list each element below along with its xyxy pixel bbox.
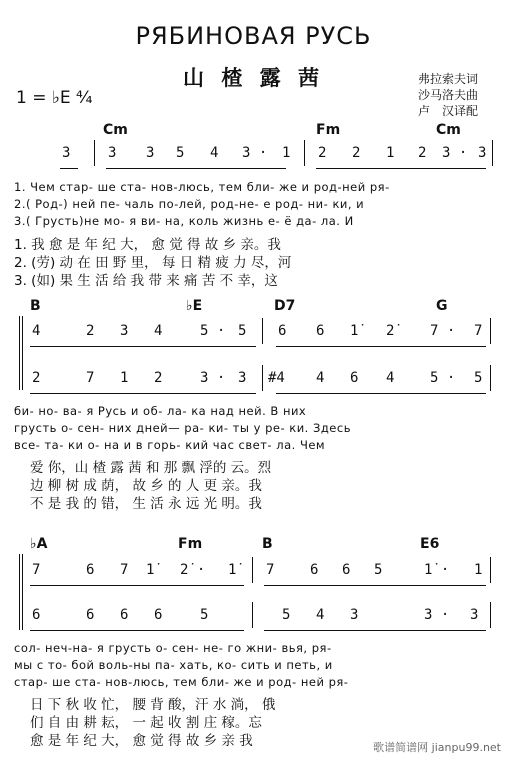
lyric-cn-line: 不 是 我 的 错， 生 活 永 远 光 明。我 xyxy=(30,496,262,512)
underline-beam xyxy=(276,393,486,394)
note: 1 xyxy=(386,145,395,161)
chord: G xyxy=(436,298,448,314)
note: 4 xyxy=(316,607,325,623)
lyric-cn-line: 1. 我 愈 是 年 纪 大， 愈 觉 得 故 乡 亲。我 xyxy=(14,237,281,253)
system-brace xyxy=(19,316,20,390)
note: 7 xyxy=(474,323,483,339)
chord: Fm xyxy=(178,536,203,552)
note: 6 xyxy=(120,607,129,623)
barline xyxy=(262,365,263,391)
barline xyxy=(94,140,95,166)
note: 4 xyxy=(32,323,41,339)
note: 5 · xyxy=(430,370,456,386)
note: 1̇ · xyxy=(424,562,450,578)
note: 6 xyxy=(350,370,359,386)
lyric-ru-line: 2.( Род-) ней пе- чаль по-лей, род-не- е род- ни- ки, и xyxy=(14,197,365,211)
underline-beam xyxy=(276,346,486,347)
credit-translator: 卢 汉译配 xyxy=(418,104,479,118)
barline xyxy=(252,602,253,628)
lyric-cn-line: 边 柳 树 成 荫， 故 乡 的 人 更 亲。我 xyxy=(30,478,262,494)
note: 2̇ · xyxy=(180,562,206,578)
system-brace xyxy=(22,316,23,390)
note: 6 xyxy=(342,562,351,578)
note: 2 xyxy=(32,370,41,386)
note: 5 · xyxy=(200,323,226,339)
note: 3 xyxy=(350,607,359,623)
barline xyxy=(490,365,491,391)
lyric-cn-line: 日 下 秋 收 忙， 腰 背 酸，汗 水 淌， 俄 xyxy=(30,697,276,713)
note: 6 xyxy=(310,562,319,578)
note: 1̇ xyxy=(350,323,359,339)
lyric-cn-line: 们 自 由 耕 耘， 一 起 收 割 庄 稼。忘 xyxy=(30,715,262,731)
watermark: 歌谱简谱网 jianpu99.net xyxy=(373,741,501,754)
note: 3 xyxy=(62,145,71,161)
note: 3 · xyxy=(242,145,268,161)
lyric-ru-line: би- но- ва- я Русь и об- ла- ка над ней. В них xyxy=(14,404,307,418)
chord: Fm xyxy=(316,122,341,138)
underline-beam xyxy=(264,630,486,631)
note: 3 xyxy=(146,145,155,161)
note: 5 xyxy=(200,607,209,623)
underline-beam xyxy=(30,630,244,631)
underline-beam xyxy=(60,168,78,169)
lyric-ru-line: мы с то- бой воль-ны па- хать, ко- сить и петь, и xyxy=(14,658,333,672)
note: 1̇ xyxy=(146,562,155,578)
note: 3 · xyxy=(424,607,450,623)
note: 6 xyxy=(154,607,163,623)
note: 7 xyxy=(120,562,129,578)
note: 6 xyxy=(278,323,287,339)
chord: ♭A xyxy=(30,536,48,552)
credit-composer: 沙马洛夫曲 xyxy=(418,88,479,102)
chord: E6 xyxy=(420,536,440,552)
note: 3 xyxy=(120,323,129,339)
note: 1 xyxy=(282,145,291,161)
note: 3 xyxy=(470,607,479,623)
note: #4 xyxy=(268,370,285,386)
chord: D7 xyxy=(274,298,296,314)
underline-beam xyxy=(264,585,486,586)
note: 1 xyxy=(474,562,483,578)
barline xyxy=(490,557,491,583)
chord: B xyxy=(30,298,41,314)
lyric-cn-line: 愈 是 年 纪 大， 愈 觉 得 故 乡 亲 我 xyxy=(30,733,253,749)
note: 2̇ xyxy=(386,323,395,339)
note: 1̇ xyxy=(228,562,237,578)
chord: Cm xyxy=(436,122,461,138)
lyric-ru-line: стар- ше ста- нов-люсь, тем бли- же и род- ней ря- xyxy=(14,675,349,689)
note: 4 xyxy=(316,370,325,386)
note: 5 xyxy=(474,370,483,386)
system-brace xyxy=(19,554,20,630)
barline xyxy=(490,318,491,344)
lyric-ru-line: грусть о- сен- них дней— ра- ки- ты у ре- ки. Здесь xyxy=(14,421,351,435)
note: 2 xyxy=(318,145,327,161)
note: 3 xyxy=(238,370,247,386)
chord: Cm xyxy=(103,122,128,138)
note: 2 xyxy=(154,370,163,386)
note: 5 xyxy=(238,323,247,339)
title-chinese: 山 楂 露 茜 xyxy=(183,66,324,90)
barline xyxy=(304,140,305,166)
note: 7 xyxy=(86,370,95,386)
barline xyxy=(490,602,491,628)
title-russian: РЯБИНОВАЯ РУСЬ xyxy=(135,22,372,50)
underline-beam xyxy=(316,168,486,169)
key-signature: 1 = ♭E ⁴⁄₄ xyxy=(16,88,93,108)
note: 3 · xyxy=(442,145,468,161)
lyric-cn-line: 爱 你，山 楂 露 茜 和 那 飘 浮的 云。烈 xyxy=(30,460,272,476)
barline xyxy=(262,318,263,344)
note: 1 xyxy=(120,370,129,386)
barline xyxy=(492,140,493,166)
note: 6 xyxy=(86,562,95,578)
note: 6 xyxy=(316,323,325,339)
note: 2 xyxy=(418,145,427,161)
note: 3 xyxy=(108,145,117,161)
note: 2 xyxy=(352,145,361,161)
note: 7 xyxy=(266,562,275,578)
note: 5 xyxy=(282,607,291,623)
note: 5 xyxy=(374,562,383,578)
lyric-cn-line: 2. (劳) 动 在 田 野 里， 每 日 精 疲 力 尽，河 xyxy=(14,255,292,271)
lyric-ru-line: все- та- ки о- на и в горь- кий час свет- ла. Чем xyxy=(14,438,326,452)
underline-beam xyxy=(30,346,256,347)
chord: ♭E xyxy=(186,298,203,314)
lyric-ru-line: 3.( Грусть)не мо- я ви- на, коль жизнь е- ё да- ла. И xyxy=(14,214,354,228)
lyric-cn-line: 3. (如) 果 生 活 给 我 带 来 痛 苦 不 幸，这 xyxy=(14,273,278,289)
note: 4 xyxy=(210,145,219,161)
note: 3 · xyxy=(200,370,226,386)
note: 4 xyxy=(154,323,163,339)
note: 7 · xyxy=(430,323,456,339)
underline-beam xyxy=(30,585,244,586)
underline-beam xyxy=(106,168,286,169)
barline xyxy=(252,557,253,583)
lyric-ru-line: сол- неч-на- я грусть о- сен- не- го жни- вья, ря- xyxy=(14,641,332,655)
note: 5 xyxy=(176,145,185,161)
underline-beam xyxy=(30,393,256,394)
note: 7 xyxy=(32,562,41,578)
chord: B xyxy=(262,536,273,552)
note: 4 xyxy=(386,370,395,386)
note: 6 xyxy=(32,607,41,623)
lyric-ru-line: 1. Чем стар- ше ста- нов-люсь, тем бли- же и род-ней ря- xyxy=(14,180,390,194)
note: 6 xyxy=(86,607,95,623)
credit-lyricist: 弗拉索夫词 xyxy=(418,72,479,86)
note: 3 xyxy=(478,145,487,161)
system-brace xyxy=(22,554,23,630)
note: 2 xyxy=(86,323,95,339)
